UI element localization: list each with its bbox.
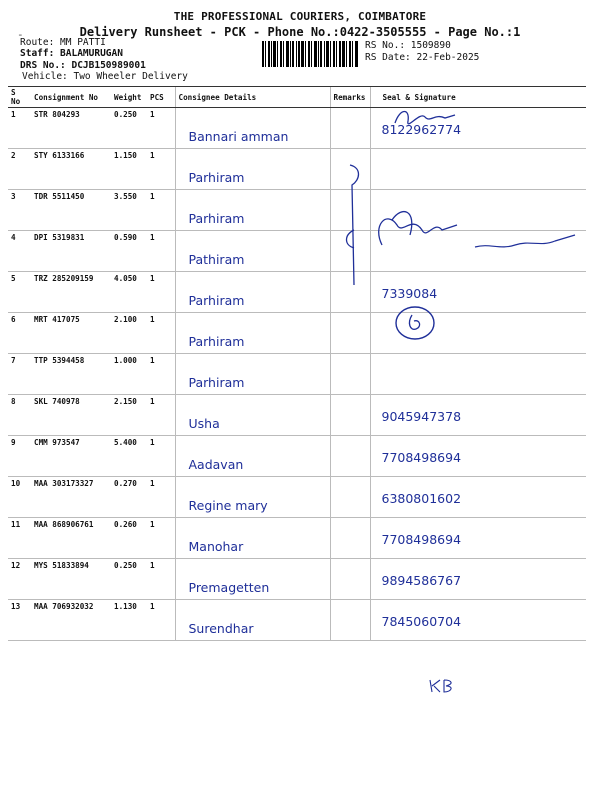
row-consignee-cell xyxy=(175,477,330,518)
row-consignee: Regine mary xyxy=(188,498,268,513)
row-signature: 9894586767 xyxy=(381,573,462,588)
row-pcs: 1 xyxy=(150,110,155,119)
table-row xyxy=(8,436,586,477)
row-consignee: Parhiram xyxy=(188,375,245,390)
row-pcs-cell xyxy=(147,190,175,231)
row-pcs-cell xyxy=(147,354,175,395)
row-consignee-cell xyxy=(175,313,330,354)
row-weight-cell xyxy=(111,313,147,354)
row-signature-cell xyxy=(370,477,586,518)
row-sno-cell xyxy=(8,313,31,354)
row-sno: 10 xyxy=(11,479,21,488)
row-consignment-no: SKL 740978 xyxy=(34,397,80,406)
row-consignee-cell xyxy=(175,149,330,190)
row-weight-cell xyxy=(111,395,147,436)
row-consignment-no: STY 6133166 xyxy=(34,151,85,160)
table-header-row xyxy=(8,87,586,108)
row-pcs: 1 xyxy=(150,397,155,406)
row-consignment-no-cell xyxy=(31,518,111,559)
row-consignee-cell xyxy=(175,108,330,149)
row-sno: 3 xyxy=(11,192,16,201)
table-row xyxy=(8,313,586,354)
row-sno-cell xyxy=(8,600,31,641)
row-sno: 12 xyxy=(11,561,21,570)
row-weight-cell xyxy=(111,518,147,559)
row-sno: 2 xyxy=(11,151,16,160)
row-sno: 9 xyxy=(11,438,16,447)
row-pcs: 1 xyxy=(150,274,155,283)
row-consignment-no-cell xyxy=(31,190,111,231)
row-remarks-cell xyxy=(330,559,370,600)
row-sno: 11 xyxy=(11,520,21,529)
row-remarks-cell xyxy=(330,354,370,395)
table-row xyxy=(8,108,586,149)
row-weight: 0.270 xyxy=(114,479,137,488)
runsheet-table xyxy=(8,86,586,641)
row-consignment-no: TTP 5394458 xyxy=(34,356,85,365)
row-remarks-cell xyxy=(330,313,370,354)
row-consignment-no-cell xyxy=(31,272,111,313)
row-consignment-no-cell xyxy=(31,354,111,395)
row-sno-cell xyxy=(8,272,31,313)
row-weight-cell xyxy=(111,600,147,641)
row-weight: 2.150 xyxy=(114,397,137,406)
row-sno-cell xyxy=(8,436,31,477)
row-weight: 1.150 xyxy=(114,151,137,160)
drs-label: DRS No.: DCJB150989001 xyxy=(20,60,146,71)
row-signature: 7845060704 xyxy=(381,614,462,629)
row-consignee: Usha xyxy=(188,416,220,431)
row-signature-cell xyxy=(370,354,586,395)
row-consignment-no: MAA 303173327 xyxy=(34,479,94,488)
row-signature: 8122962774 xyxy=(381,122,462,137)
staff-label: Staff: BALAMURUGAN xyxy=(20,48,123,59)
row-weight-cell xyxy=(111,149,147,190)
table-row xyxy=(8,559,586,600)
row-pcs-cell xyxy=(147,477,175,518)
row-consignee-cell xyxy=(175,600,330,641)
col-header-remarks: Remarks xyxy=(330,87,370,108)
row-consignment-no: TRZ 285209159 xyxy=(34,274,94,283)
row-weight: 0.590 xyxy=(114,233,137,242)
row-consignment-no-cell xyxy=(31,395,111,436)
row-consignee-cell xyxy=(175,354,330,395)
row-weight-cell xyxy=(111,559,147,600)
row-pcs: 1 xyxy=(150,192,155,201)
row-weight: 4.050 xyxy=(114,274,137,283)
rs-number: RS No.: 1509890 xyxy=(365,40,451,51)
row-sno-cell xyxy=(8,108,31,149)
row-consignment-no-cell xyxy=(31,600,111,641)
table-row xyxy=(8,600,586,641)
row-remarks-cell xyxy=(330,477,370,518)
row-weight: 0.250 xyxy=(114,561,137,570)
row-sno: 7 xyxy=(11,356,16,365)
row-pcs: 1 xyxy=(150,151,155,160)
row-consignee: Parhiram xyxy=(188,170,245,185)
row-signature-cell xyxy=(370,600,586,641)
row-consignment-no-cell xyxy=(31,559,111,600)
row-remarks-cell xyxy=(330,518,370,559)
row-sno-cell xyxy=(8,477,31,518)
barcode xyxy=(262,41,358,67)
vehicle-label: Vehicle: Two Wheeler Delivery xyxy=(22,71,188,82)
table-row xyxy=(8,518,586,559)
row-weight-cell xyxy=(111,477,147,518)
row-remarks-cell xyxy=(330,436,370,477)
row-pcs-cell xyxy=(147,149,175,190)
row-weight: 5.400 xyxy=(114,438,137,447)
row-sno-cell xyxy=(8,190,31,231)
row-sno-cell xyxy=(8,149,31,190)
row-consignee: Parhiram xyxy=(188,211,245,226)
row-weight-cell xyxy=(111,354,147,395)
col-header-pcs: PCS xyxy=(147,87,175,108)
row-consignment-no: STR 804293 xyxy=(34,110,80,119)
row-weight: 1.130 xyxy=(114,602,137,611)
row-sno-cell xyxy=(8,518,31,559)
row-weight-cell xyxy=(111,190,147,231)
row-weight: 3.550 xyxy=(114,192,137,201)
row-consignment-no: CMM 973547 xyxy=(34,438,80,447)
col-header-sno: S No xyxy=(8,87,31,108)
row-sno: 13 xyxy=(11,602,21,611)
row-pcs: 1 xyxy=(150,233,155,242)
row-consignee: Surendhar xyxy=(188,621,254,636)
row-weight-cell xyxy=(111,231,147,272)
row-pcs-cell xyxy=(147,436,175,477)
row-pcs: 1 xyxy=(150,315,155,324)
row-signature-cell xyxy=(370,149,586,190)
row-consignee-cell xyxy=(175,436,330,477)
row-consignee: Aadavan xyxy=(188,457,244,472)
row-sno-cell xyxy=(8,395,31,436)
row-sno-cell xyxy=(8,231,31,272)
row-pcs: 1 xyxy=(150,561,155,570)
signature-scribble-3 xyxy=(470,225,580,255)
row-sno-cell xyxy=(8,559,31,600)
row-consignee-cell xyxy=(175,395,330,436)
row-consignment-no: DPI 5319831 xyxy=(34,233,85,242)
row-remarks-cell xyxy=(330,395,370,436)
row-signature: 6380801602 xyxy=(381,491,462,506)
row-sno: 6 xyxy=(11,315,16,324)
row-sno: 5 xyxy=(11,274,16,283)
row-pcs-cell xyxy=(147,395,175,436)
row-pcs-cell xyxy=(147,272,175,313)
runsheet-subtitle: Delivery Runsheet - PCK - Phone No.:0422-3505555 - Page No.:1 xyxy=(79,25,521,39)
col-header-weight: Weight xyxy=(111,87,147,108)
row-weight-cell xyxy=(111,436,147,477)
row-signature: 7708498694 xyxy=(381,532,462,547)
row-consignment-no-cell xyxy=(31,477,111,518)
row-consignee: Premagetten xyxy=(188,580,270,595)
row-pcs-cell xyxy=(147,231,175,272)
table-row xyxy=(8,272,586,313)
row-consignee-cell xyxy=(175,272,330,313)
row-pcs: 1 xyxy=(150,438,155,447)
row-weight: 0.260 xyxy=(114,520,137,529)
row-pcs: 1 xyxy=(150,356,155,365)
row-pcs: 1 xyxy=(150,479,155,488)
company-title: THE PROFESSIONAL COURIERS, COIMBATORE xyxy=(173,10,427,23)
row-signature: 9045947378 xyxy=(381,409,462,424)
row-consignment-no-cell xyxy=(31,108,111,149)
footer-scribble xyxy=(426,676,466,696)
row-pcs-cell xyxy=(147,600,175,641)
row-consignment-no-cell xyxy=(31,149,111,190)
row-sno: 1 xyxy=(11,110,16,119)
row-pcs-cell xyxy=(147,518,175,559)
dash-mark: - xyxy=(17,28,24,41)
row-consignee: Pathiram xyxy=(188,252,245,267)
row-consignment-no: MRT 417075 xyxy=(34,315,80,324)
row-consignment-no: MAA 868906761 xyxy=(34,520,94,529)
row-signature-cell xyxy=(370,518,586,559)
row-remarks-cell xyxy=(330,600,370,641)
signature-scribble-1 xyxy=(390,103,460,133)
row-weight: 1.000 xyxy=(114,356,137,365)
row-signature-cell xyxy=(370,436,586,477)
row-consignee-cell xyxy=(175,231,330,272)
row-pcs: 1 xyxy=(150,602,155,611)
row-consignment-no: MYS 51833894 xyxy=(34,561,89,570)
row-sno-cell xyxy=(8,354,31,395)
row-consignee-cell xyxy=(175,518,330,559)
row-pcs-cell xyxy=(147,108,175,149)
remarks-bracket xyxy=(340,160,370,290)
col-header-signature: Seal & Signature xyxy=(370,87,586,108)
row-consignment-no-cell xyxy=(31,436,111,477)
row-consignee-cell xyxy=(175,559,330,600)
row-consignee: Manohar xyxy=(188,539,244,554)
table-row xyxy=(8,354,586,395)
row-sno: 4 xyxy=(11,233,16,242)
row-consignment-no: TDR 5511450 xyxy=(34,192,85,201)
row-weight: 2.100 xyxy=(114,315,137,324)
row-consignee-cell xyxy=(175,190,330,231)
col-header-consignee: Consignee Details xyxy=(175,87,330,108)
table-row xyxy=(8,395,586,436)
row-consignee: Parhiram xyxy=(188,334,245,349)
row-signature: 7708498694 xyxy=(381,450,462,465)
row-sno: 8 xyxy=(11,397,16,406)
row-signature-cell xyxy=(370,559,586,600)
row-signature: 7339084 xyxy=(381,286,438,301)
rs-date: RS Date: 22-Feb-2025 xyxy=(365,52,480,63)
row-pcs-cell xyxy=(147,559,175,600)
row-remarks-cell xyxy=(330,108,370,149)
row-weight-cell xyxy=(111,272,147,313)
row-weight: 0.250 xyxy=(114,110,137,119)
row-weight-cell xyxy=(111,108,147,149)
circle-mark xyxy=(392,303,438,343)
signature-scribble-2 xyxy=(372,205,462,260)
row-consignee: Bannari amman xyxy=(188,129,289,144)
row-consignment-no: MAA 706932032 xyxy=(34,602,94,611)
row-consignee: Parhiram xyxy=(188,293,245,308)
table-row xyxy=(8,477,586,518)
route-label: Route: MM PATTI xyxy=(20,37,106,48)
row-pcs-cell xyxy=(147,313,175,354)
table-row xyxy=(8,149,586,190)
row-consignment-no-cell xyxy=(31,313,111,354)
row-consignment-no-cell xyxy=(31,231,111,272)
row-signature-cell xyxy=(370,395,586,436)
row-pcs: 1 xyxy=(150,520,155,529)
col-header-consignment: Consignment No xyxy=(31,87,111,108)
